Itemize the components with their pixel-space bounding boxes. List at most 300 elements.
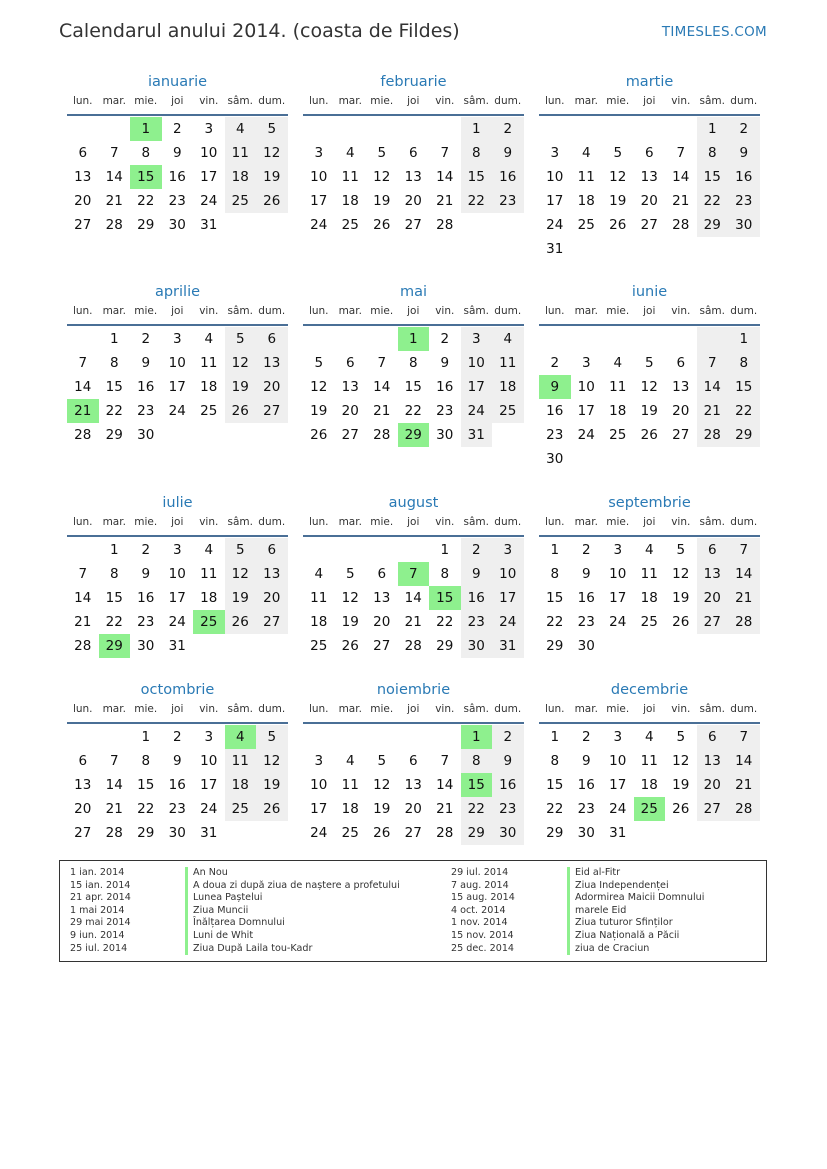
empty-cell [398,538,430,562]
day-cell: 30 [168,825,186,841]
day-cell: 18 [225,773,257,797]
day-cell: 7 [109,753,119,769]
day-cell: 11 [341,169,359,185]
day-cell: 3 [204,729,214,745]
weekday-label: vin. [199,516,219,528]
day-cell: 19 [373,801,391,817]
day-grid [303,538,524,658]
day-cell: 30 [728,213,760,237]
legend-date: 29 iul. 2014 [451,867,509,878]
day-cell: 8 [141,145,151,161]
day-cell: 9 [172,145,182,161]
day-cell: 20 [404,801,422,817]
day-cell: 6 [256,538,288,562]
empty-cell [303,327,335,351]
weekday-header [67,302,288,326]
day-cell: 1 [141,729,151,745]
day-cell: 10 [492,562,524,586]
weekday-header [303,700,524,724]
empty-cell [366,725,398,749]
day-cell: 18 [640,590,658,606]
day-cell: 25 [310,638,328,654]
weekday-label: joi [643,516,656,528]
weekday-label: mar. [338,305,362,317]
legend-date: 21 apr. 2014 [70,892,131,904]
day-cell: 16 [492,773,524,797]
day-grid [67,725,288,845]
day-cell: 22 [404,403,422,419]
weekday-label: joi [407,305,420,317]
weekday-label: sâm. [227,95,253,107]
weekday-label: sâm. [463,703,489,715]
day-cell: 8 [440,566,450,582]
day-cell: 12 [310,379,328,395]
day-cell: 18 [640,777,658,793]
legend-date: 15 aug. 2014 [451,892,515,904]
day-cell: 14 [74,590,92,606]
day-cell: 2 [172,121,182,137]
day-cell: 1 [697,117,729,141]
weekday-label: mar. [574,516,598,528]
day-cell: 12 [672,753,690,769]
weekday-label: dum. [730,95,758,107]
day-grid [539,327,760,471]
day-cell: 7 [440,145,450,161]
day-cell: 1 [550,729,560,745]
day-cell: 20 [697,586,729,610]
legend-date: 4 oct. 2014 [451,904,506,916]
day-cell: 5 [256,117,288,141]
day-cell: 20 [74,193,92,209]
weekday-label: mar. [338,516,362,528]
day-cell: 5 [314,355,324,371]
day-cell: 28 [728,797,760,821]
day-cell: 4 [581,145,591,161]
day-cell: 30 [137,638,155,654]
day-cell: 4 [613,355,623,371]
day-cell: 26 [640,427,658,443]
day-cell: 4 [204,542,214,558]
day-cell: 29 [546,825,564,841]
day-cell: 25 [225,189,257,213]
day-cell: 5 [644,355,654,371]
day-cell: 11 [200,566,218,582]
weekday-label: joi [643,95,656,107]
day-cell: 5 [225,538,257,562]
day-cell: 2 [440,331,450,347]
legend-holiday-name: Ziua După Laila tou-Kadr [185,943,400,956]
holiday-day-cell: 15 [130,165,162,189]
day-cell: 13 [404,169,422,185]
legend-date: 1 mai 2014 [70,904,125,916]
day-cell: 13 [341,379,359,395]
day-cell: 12 [373,169,391,185]
empty-cell [303,725,335,749]
day-cell: 7 [440,753,450,769]
weekday-label: dum. [258,703,286,715]
empty-cell [366,117,398,141]
empty-cell [67,117,99,141]
day-cell: 29 [546,638,564,654]
legend-holiday-name: A doua zi după ziua de naștere a profetului [185,880,400,893]
weekday-header [303,513,524,537]
day-cell: 16 [137,590,155,606]
day-cell: 29 [461,821,493,845]
day-cell: 10 [577,379,595,395]
day-cell: 4 [644,542,654,558]
month-name: aprilie [154,284,201,300]
day-cell: 6 [78,145,88,161]
month-name: februarie [380,74,447,90]
day-cell: 9 [581,753,591,769]
day-cell: 27 [341,427,359,443]
day-cell: 27 [697,797,729,821]
day-cell: 27 [404,825,422,841]
day-cell: 1 [109,331,119,347]
day-cell: 27 [74,825,92,841]
day-cell: 18 [341,801,359,817]
legend-date: 1 ian. 2014 [70,867,125,878]
day-cell: 3 [204,121,214,137]
day-cell: 10 [310,777,328,793]
day-grid [539,538,760,658]
day-cell: 18 [225,165,257,189]
day-cell: 17 [492,586,524,610]
day-cell: 9 [141,355,151,371]
day-cell: 8 [408,355,418,371]
weekday-label: sâm. [463,95,489,107]
weekday-label: vin. [671,703,691,715]
weekday-label: dum. [258,305,286,317]
holiday-day-cell: 29 [99,634,131,658]
legend-holiday-name: Luni de Whit [185,930,400,943]
legend-holiday-name: Adormirea Maicii Domnului [567,892,704,905]
month-block [67,72,288,237]
legend-date: 7 aug. 2014 [451,879,509,891]
day-cell: 20 [672,403,690,419]
day-cell: 6 [78,753,88,769]
day-cell: 2 [581,542,591,558]
weekday-label: lun. [544,703,565,715]
holiday-day-cell: 21 [67,399,99,423]
day-cell: 11 [640,566,658,582]
weekday-header [67,92,288,116]
day-cell: 24 [200,193,218,209]
day-cell: 2 [461,538,493,562]
empty-cell [335,725,367,749]
legend-holiday-name: Înălțarea Domnului [185,917,400,930]
weekday-label: joi [171,516,184,528]
day-cell: 18 [492,375,524,399]
day-cell: 28 [74,638,92,654]
day-cell: 29 [137,217,155,233]
weekday-label: mar. [574,703,598,715]
day-cell: 16 [168,169,186,185]
weekday-label: dum. [730,703,758,715]
day-cell: 16 [436,379,454,395]
day-cell: 2 [728,117,760,141]
day-cell: 2 [492,725,524,749]
month-name: ianuarie [147,74,208,90]
day-cell: 23 [461,610,493,634]
holiday-day-cell: 29 [398,423,430,447]
holiday-day-cell: 25 [634,797,666,821]
month-name: mai [399,284,428,300]
day-cell: 26 [225,399,257,423]
day-cell: 15 [105,590,123,606]
weekday-label: mar. [338,703,362,715]
day-cell: 22 [137,801,155,817]
day-cell: 25 [492,399,524,423]
legend-dates-right [451,867,515,955]
day-cell: 8 [697,141,729,165]
day-cell: 24 [310,825,328,841]
site-link[interactable]: TIMESLES.COM [661,24,767,40]
day-cell: 27 [256,610,288,634]
day-cell: 9 [581,566,591,582]
day-cell: 10 [200,145,218,161]
day-cell: 16 [168,777,186,793]
day-cell: 30 [436,427,454,443]
legend-date: 29 mai 2014 [70,917,131,929]
day-cell: 14 [436,169,454,185]
day-cell: 10 [200,753,218,769]
day-cell: 31 [492,634,524,658]
weekday-header [539,92,760,116]
day-cell: 20 [373,614,391,630]
day-cell: 23 [137,614,155,630]
day-cell: 22 [697,189,729,213]
day-cell: 12 [672,566,690,582]
day-cell: 18 [577,193,595,209]
day-cell: 30 [168,217,186,233]
day-grid [303,117,524,237]
holiday-day-cell: 4 [225,725,257,749]
day-cell: 13 [640,169,658,185]
legend-names-right [567,867,704,955]
day-cell: 24 [200,801,218,817]
day-cell: 26 [373,825,391,841]
day-cell: 24 [609,614,627,630]
day-cell: 31 [609,825,627,841]
month-block [303,680,524,845]
day-cell: 7 [78,355,88,371]
day-cell: 23 [168,801,186,817]
day-cell: 25 [609,427,627,443]
weekday-label: vin. [435,305,455,317]
day-cell: 21 [436,801,454,817]
day-cell: 27 [256,399,288,423]
day-cell: 10 [168,355,186,371]
day-cell: 9 [141,566,151,582]
day-cell: 21 [728,773,760,797]
day-cell: 22 [461,189,493,213]
day-cell: 16 [546,403,564,419]
empty-cell [429,725,461,749]
weekday-label: dum. [494,95,522,107]
day-cell: 13 [672,379,690,395]
day-cell: 9 [172,753,182,769]
day-cell: 15 [137,777,155,793]
month-name: august [388,495,439,511]
day-cell: 26 [310,427,328,443]
month-name: martie [625,74,674,90]
day-cell: 30 [546,451,564,467]
day-cell: 15 [404,379,422,395]
weekday-label: mie. [370,305,394,317]
empty-cell [335,538,367,562]
day-cell: 25 [577,217,595,233]
day-cell: 24 [609,801,627,817]
day-grid [303,725,524,845]
day-cell: 21 [373,403,391,419]
holiday-day-cell: 1 [461,725,493,749]
day-cell: 14 [105,777,123,793]
day-cell: 11 [200,355,218,371]
day-cell: 20 [640,193,658,209]
day-cell: 5 [676,542,686,558]
day-cell: 14 [404,590,422,606]
day-cell: 22 [105,614,123,630]
day-cell: 23 [577,801,595,817]
legend-holiday-name: Ziua tuturor Sfinților [567,917,704,930]
day-cell: 3 [172,331,182,347]
day-cell: 7 [377,355,387,371]
weekday-label: sâm. [699,703,725,715]
day-cell: 21 [672,193,690,209]
day-cell: 17 [168,379,186,395]
day-cell: 23 [728,189,760,213]
empty-cell [571,327,603,351]
weekday-label: vin. [199,305,219,317]
weekday-label: vin. [199,95,219,107]
day-cell: 4 [345,753,355,769]
empty-cell [67,538,99,562]
day-cell: 12 [609,169,627,185]
day-cell: 8 [109,355,119,371]
day-cell: 10 [461,351,493,375]
day-cell: 27 [74,217,92,233]
day-cell: 11 [640,753,658,769]
day-cell: 11 [310,590,328,606]
day-cell: 10 [609,753,627,769]
month-block [539,493,760,658]
weekday-label: sâm. [699,95,725,107]
day-cell: 6 [256,327,288,351]
empty-cell [99,725,131,749]
day-cell: 29 [105,427,123,443]
day-cell: 28 [672,217,690,233]
day-cell: 7 [109,145,119,161]
day-cell: 3 [172,542,182,558]
day-cell: 24 [546,217,564,233]
day-cell: 19 [609,193,627,209]
day-cell: 22 [461,797,493,821]
day-cell: 6 [697,725,729,749]
day-cell: 28 [373,427,391,443]
weekday-label: mie. [370,703,394,715]
day-cell: 25 [225,797,257,821]
day-cell: 14 [373,379,391,395]
day-cell: 3 [613,542,623,558]
holiday-day-cell: 25 [193,610,225,634]
day-cell: 27 [404,217,422,233]
day-cell: 16 [137,379,155,395]
legend-holiday-name: Ziua Independenței [567,880,704,893]
weekday-label: mar. [338,95,362,107]
day-cell: 28 [436,825,454,841]
day-cell: 29 [697,213,729,237]
day-cell: 2 [492,117,524,141]
weekday-label: lun. [544,95,565,107]
weekday-header [539,513,760,537]
empty-cell [429,117,461,141]
day-cell: 5 [377,753,387,769]
day-cell: 19 [373,193,391,209]
weekday-label: mar. [102,95,126,107]
legend-holiday-name: ziua de Craciun [567,943,704,956]
day-cell: 14 [105,169,123,185]
day-cell: 6 [676,355,686,371]
day-cell: 25 [341,217,359,233]
empty-cell [99,117,131,141]
day-cell: 28 [404,638,422,654]
empty-cell [634,117,666,141]
day-cell: 24 [577,427,595,443]
day-cell: 23 [577,614,595,630]
day-cell: 8 [141,753,151,769]
weekday-label: mie. [606,516,630,528]
day-cell: 21 [105,193,123,209]
day-cell: 11 [225,749,257,773]
day-cell: 3 [461,327,493,351]
legend-date: 15 ian. 2014 [70,879,131,891]
day-cell: 17 [609,590,627,606]
day-cell: 14 [436,777,454,793]
day-cell: 28 [697,423,729,447]
weekday-label: mar. [102,305,126,317]
weekday-label: vin. [671,95,691,107]
empty-cell [634,327,666,351]
month-block [303,72,524,237]
empty-cell [571,117,603,141]
weekday-label: lun. [72,305,93,317]
day-cell: 12 [225,562,257,586]
day-cell: 28 [74,427,92,443]
day-cell: 18 [341,193,359,209]
day-cell: 6 [408,145,418,161]
holiday-day-cell: 7 [398,562,430,586]
day-cell: 13 [256,562,288,586]
day-cell: 9 [728,141,760,165]
day-cell: 17 [200,169,218,185]
day-cell: 19 [341,614,359,630]
weekday-label: joi [407,703,420,715]
legend-names-left [185,867,400,955]
day-cell: 5 [613,145,623,161]
weekday-label: dum. [730,516,758,528]
day-cell: 26 [609,217,627,233]
day-cell: 31 [546,241,564,257]
empty-cell [366,538,398,562]
day-cell: 16 [728,165,760,189]
day-cell: 24 [310,217,328,233]
day-cell: 13 [697,749,729,773]
day-cell: 7 [676,145,686,161]
empty-cell [303,538,335,562]
empty-cell [665,117,697,141]
day-cell: 9 [492,141,524,165]
